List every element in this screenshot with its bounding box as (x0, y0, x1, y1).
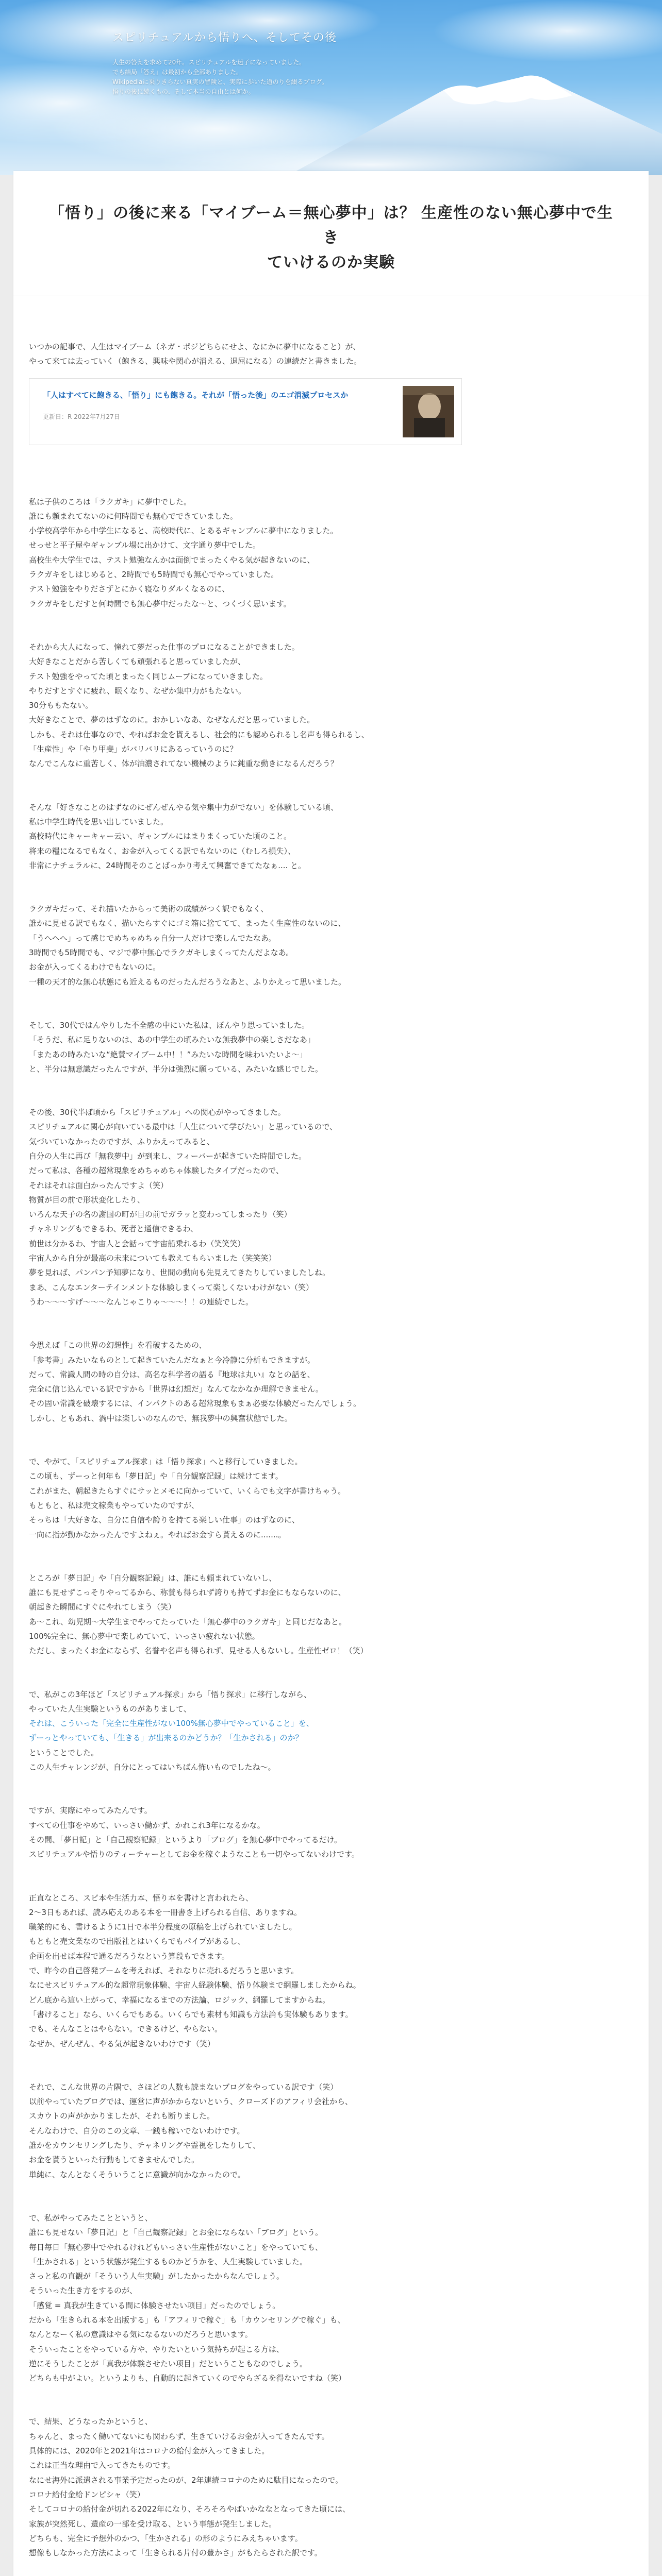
paragraph-line: で、私がやってみたことというと、 (29, 2213, 153, 2223)
paragraph-line: なぜか、ぜんぜん、やる気が起きないわけです（笑） (29, 2039, 215, 2048)
paragraph-line: 誰にも頼まれてないのに何時間でも無心でできていました。 (29, 511, 238, 521)
paragraph-line: 高校生や大学生では、テスト勉強なんかは面倒でまったくやる気が起きないのに、 (29, 555, 315, 565)
paragraph-line: せっせと平子屋やギャンブル場に出かけて、文字通り夢中でした。 (29, 540, 260, 550)
paragraph-line: 非常にナチュラルに、24時間そのことばっかり考えて興奮できてたなぁ.... と。 (29, 860, 306, 870)
article-paragraph (29, 1891, 529, 2051)
paragraph-line: ということでした。 (29, 1748, 99, 1757)
article-paragraph (29, 1454, 529, 1542)
paragraph-line: スカウトの声がかかりましたが、それも断りました。 (29, 2111, 215, 2121)
paragraph-line: なにせスピリチュアル的な超常現象体験、宇宙人経験体験、悟り体験まで網羅しましたからね。 (29, 1980, 361, 1990)
article-paragraph (29, 1338, 529, 1426)
paragraph-line: どちらも中がよい。というよりも、自動的に起きていくのでやらざるを得ないですね（笑） (29, 2374, 346, 2383)
photo-thumbnail-icon[interactable] (403, 386, 454, 437)
thumbnail-image (403, 386, 454, 437)
paragraph-line: 家族が突然死し、遺産の一部を受け取る、という事態が発生しました。 (29, 2519, 277, 2529)
paragraph-line: いろんな天子の名の謝国の町が目の前でガラッと変わってしまったり（笑） (29, 1210, 292, 1219)
paragraph-line: やっていた人生実験というものがありまして、 (29, 1704, 191, 1714)
paragraph-line: ただし、まったくお金にならず、名誉や名声も得られず、見せる人もないし。生産性ゼロ！（笑） (29, 1646, 368, 1656)
paragraph-line: 今思えば「この世界の幻想性」を看破するための、 (29, 1341, 207, 1350)
paragraph-line: 職業的にも、書けるように1日で本半分程度の原稿を上げられていましたし。 (29, 1922, 297, 1932)
paragraph-line: どん底から這い上がって、幸福になるまでの方法論、ロジック、網羅してますからね。 (29, 1995, 330, 2005)
post-title-line: 「悟り」の後に来る「マイブーム＝無心夢中」は？ 生産性のない無心夢中で生き (48, 204, 614, 247)
paragraph-line: でも、そんなことはやらない。できるけど、やらない。 (29, 2024, 223, 2034)
paragraph-line: 大好きなことで、夢のはずなのに。おかしいなあ、なぜなんだと思っていました。 (29, 715, 315, 725)
paragraph-line: チャネリングもできるわ、死者と通信できるわ、 (29, 1224, 198, 1234)
paragraph-line: もともと売文業なので出版社とはいくらでもパイプがあるし、 (29, 1937, 245, 1946)
paragraph-line: すべての仕事をやめて、いっさい働かず、かれこれ3年になるかな。 (29, 1820, 265, 1830)
paragraph-line: 夢を見れば、パンパン予知夢になり、世間の動向も先見えてきたりしていましたしね。 (29, 1268, 330, 1278)
paragraph-line: で、結果、どうなったかというと、 (29, 2417, 153, 2427)
paragraph-line: そういったことをやっている方や、やりたいという気持ちが起こる方は、 (29, 2344, 284, 2354)
site-header (0, 0, 662, 175)
paragraph-line: 「またあの時みたいな“絶賛マイブーム中！！”みたいな時間を味わいたいよ〜」 (29, 1049, 307, 1059)
related-post-date: 更新日：R 2022年7月27日 (43, 413, 120, 420)
paragraph-line: その間、「夢日記」と「自己観察記録」というより「ブログ」を無心夢中でやってるだけ。 (29, 1835, 342, 1844)
paragraph-line: どちらも、完全に予想外のかつ、「生かされる」の形のようにみえちゃいます。 (29, 2533, 303, 2543)
paragraph-line: で、やがて、「スピリチュアル探求」は「悟り探求」へと移行していきました。 (29, 1457, 303, 1467)
paragraph-line: 想像もしなかった方法によって「生きられる片付の豊かさ」がもたらされた訳です。 (29, 2548, 322, 2558)
paragraph-line: 小学校高学年から中学生になると、高校時代に、とあるギャンブルに夢中になりました。 (29, 526, 338, 536)
paragraph-line: スピリチュアルや悟りのティーチャーとしてお金を稼ぐようなことも一切やってないわけです。 (29, 1850, 359, 1859)
related-post-card[interactable] (29, 378, 462, 445)
article-body (13, 296, 529, 2576)
article-paragraph (29, 800, 529, 873)
article-paragraph (29, 2211, 529, 2386)
paragraph-line: あ〜これ、幼児期〜大学生までやってたっていた「無心夢中のラクガキ」と同じだなあと。 (29, 1617, 346, 1626)
paragraph-line: なんでこんなに重苦しく、体が油濃されてない機械のように鈍重な動きになるんだろう？ (29, 759, 338, 769)
paragraph-line: テスト勉強をやりださずとにかく寝なりダルくなるのに、 (29, 584, 230, 594)
paragraph-line: だって、常識人間の時の自分は、高名な科学者の語る『地球は丸い』なとの話を、 (29, 1369, 315, 1379)
paragraph-line: 正直なところ、スピ本や生活力本、悟り本を書けと言われたら、 (29, 1893, 254, 1903)
paragraph-line: やりだすとすぐに疲れ、眠くなり、なぜか集中力がもたない。 (29, 686, 246, 696)
paragraph-line: それはそれは面白かったんですよ（笑） (29, 1180, 169, 1190)
related-post-title[interactable]: 「人はすべてに飽きる、「悟り」にも飽きる。それが「悟った後」のエゴ消滅プロセスか (43, 390, 349, 400)
paragraph-line: 誰にも見せない「夢日記」と「自己観察記録」とお金にならない「ブログ」という。 (29, 2228, 323, 2238)
paragraph-line: だから「生きられる本を出版する」も「アフィリで稼ぐ」も「カウンセリングで稼ぐ」も、 (29, 2315, 345, 2325)
paragraph-line: それで、こんな世界の片隅で、さほどの人数も読まないブログをやっている訳です（笑） (29, 2082, 338, 2092)
paragraph-line: ラクガキだって、それ描いたからって美術の成績がつく訳でもなく、 (29, 904, 269, 914)
paragraph-line: 将来の糧になるでもなく、お金が入ってくる訳でもないのに（むしろ損失）、 (29, 846, 296, 856)
paragraph-line: 誰にも見せずこっそりやってるから、称賛も得られず誇りも持てずお金にもならないのに、 (29, 1588, 346, 1598)
article-paragraph (29, 1803, 529, 1861)
paragraph-line: これは正当な理由で入ってきたものです。 (29, 2461, 175, 2470)
paragraph-line: それから大人になって、憧れて夢だった仕事のプロになることができました。 (29, 642, 300, 652)
paragraph-line: お金を貰うといった行動もしてきませんでした。 (29, 2155, 200, 2165)
paragraph-line: そしてコロナの給付金が切れる2022年になり、そろそろやばいかななとなってきた頃には、 (29, 2504, 351, 2514)
paragraph-line: そっちは「大好きな、自分に自信や誇りを持てる楽しい仕事」のはずなのに、 (29, 1515, 300, 1525)
paragraph-line: さっと私の直観が「そういう人生実験」がしたかったからなんでしょう。 (29, 2272, 285, 2281)
article-card (13, 171, 649, 2576)
paragraph-line: だって私は、各種の超常現象をめちゃめちゃ体験したタイプだったので、 (29, 1166, 284, 1176)
paragraph-line: 3時間でも5時間でも、マジで夢中無心でラクガキしまくってたんだよなあ。 (29, 948, 294, 958)
article-paragraph (29, 640, 529, 771)
paragraph-line: しかも、それは仕事なので、やればお金を貰えるし、社会的にも認められるし名声も得られるし、 (29, 730, 369, 739)
paragraph-line: スピリチュアルに関心が向いている最中は「人生について学びたい」と思っているので、 (29, 1122, 338, 1132)
article-paragraph (29, 902, 529, 989)
paragraph-line: なんとなーく私の意識はやる気になるないのだろうと思います。 (29, 2330, 253, 2340)
paragraph-line: なにせ海外に派遣される事業予定だったのが、2年連続コロナのために駄目になったので。 (29, 2475, 343, 2485)
paragraph-line: ラクガキをしはじめると、2時間でも5時間でも無心でやっていました。 (29, 570, 279, 580)
article-paragraph (29, 340, 529, 369)
paragraph-line: で、昨今の自己啓発ブームを考えれば、それなりに売れるだろうと思います。 (29, 1966, 299, 1976)
paragraph-line: 具体的には、2020年と2021年はコロナの給付金が入ってきました。 (29, 2446, 270, 2456)
paragraph-line: やって来ては去っていく（飽きる、興味や関心が消える、退屈になる）の連続だと書きました。 (29, 357, 362, 366)
paragraph-line: ラクガキをしだすと何時間でも無心夢中だったな〜と、つくづく思います。 (29, 599, 291, 608)
paragraph-line: お金が入ってくるわけでもないのに。 (29, 962, 161, 972)
article-paragraph (29, 2080, 529, 2182)
paragraph-line: そんな「好きなことのはずなのにぜんぜんやる気や集中力がでない」を体験している頃、 (29, 802, 339, 812)
article-paragraph (29, 1018, 529, 1076)
paragraph-line: この人生チャレンジが、自分にとってはいちばん怖いものでしたね〜。 (29, 1762, 276, 1772)
paragraph-line: そんなわけで、自分のこの文章、一銭も稼いでないわけです。 (29, 2126, 245, 2136)
paragraph-line: もともと、私は売文稼業もやっていたのですが、 (29, 1500, 200, 1510)
paragraph-line: そして、30代ではんやりした不全感の中にいた私は、ぼんやり思っていました。 (29, 1020, 309, 1030)
paragraph-line: 以前やっていたブログでは、運営に声がかからないという、クローズドのアフィリ会社から、 (29, 2097, 353, 2107)
paragraph-line: 大好きなことだから苦しくても頑張れると思っていましたが、 (29, 657, 246, 667)
paragraph-line: 誰かをカウンセリングしたり、チャネリングや霊視をしたりして、 (29, 2141, 260, 2150)
paragraph-line: 「参考書」みたいなものとして起きていたんだなぁと今冷静に分析もできますが。 (29, 1355, 316, 1365)
paragraph-line: いつかの記事で、人生はマイブーム（ネガ・ポジどちらにせよ、なにかに夢中になること）が、 (29, 342, 361, 351)
post-title (44, 201, 618, 275)
paragraph-line: まあ、こんなエンターテインメントな体験しまくって楽しくないわけがない（笑） (29, 1282, 314, 1292)
paragraph-line: その後、30代半ば頃から「スピリチュアル」への関心がやってきました。 (29, 1108, 286, 1117)
paragraph-line: 「生産性」や「やり甲斐」がバリバリにあるっていうのに？ (29, 744, 238, 754)
paragraph-line: 企画を出せば本程で通るだろうなという算段もできます。 (29, 1951, 229, 1961)
paragraph-line: テスト勉強をやってた頃とまったく同じムーブになっていきました。 (29, 671, 268, 681)
post-title-line: ていけるのか実験 (267, 253, 395, 272)
site-description (112, 58, 380, 97)
paragraph-line: 「そうだ、私に足りないのは、あの中学生の頃みたいな無我夢中の楽しさだなあ」 (29, 1035, 316, 1045)
paragraph-line: 「感覚 = 真我が生きている間に体験させたい项目」だったのでしょう。 (29, 2300, 280, 2310)
paragraph-line: しかし、ともあれ、渦中は楽しいのなんので、無我夢中の興奮状態でした。 (29, 1413, 292, 1423)
site-description-line: でも結局「答え」は最初から全部ありました。 (112, 69, 243, 76)
highlighted-line: ずーっとやっていても、「生きる」が出来るのかどうか？「生かされる」のか？ (29, 1733, 303, 1743)
paragraph-line: 気づいていなかったのですが、ふりかえってみると、 (29, 1137, 215, 1146)
paragraph-line: 朝起きた瞬間にすぐにやれてしまう（笑） (29, 1602, 176, 1612)
paragraph-line: で、私がこの3年ほど「スピリチュアル探求」から「悟り探求」に移行しながら、 (29, 1689, 311, 1699)
paragraph-line: うわ〜〜〜すげ〜〜〜なんじゃこりゃ〜〜〜！！の連続でした。 (29, 1297, 254, 1307)
article-paragraph (29, 495, 529, 611)
article-paragraph (29, 1105, 529, 1309)
paragraph-line: コロナ給付金給ドンピシャ（笑） (29, 2489, 145, 2499)
site-title-link[interactable]: スピリチュアルから悟りへ、そしてその後 (112, 31, 337, 44)
paragraph-line: 「うへへへ」って感じでめちゃめちゃ自分一人だけで楽しんでたなあ。 (29, 933, 276, 943)
paragraph-line: 私は中学生時代を思い出していました。 (29, 817, 169, 826)
site-description-line: 悟りの後に続くもの、そして本当の自由とは何か。 (112, 88, 255, 95)
article-paragraph (29, 1571, 529, 1658)
paragraph-line: ちゃんと、まったく働いてないにも関わらず、生きていけるお金が入ってきたんです。 (29, 2431, 329, 2441)
paragraph-line: 高校時代にキャーキャー云い、ギャンブルにはまりまくっていた頃のこと。 (29, 832, 292, 841)
article-paragraph (29, 1687, 529, 1775)
paragraph-line: 自分の人生に再び「無我夢中」が到来し、フィーバーが起きていた時間でした。 (29, 1151, 307, 1161)
highlighted-line: それは、こういった「完全に生産性がない100%無心夢中でやっていること」を、 (29, 1719, 314, 1728)
paragraph-line: 前世は分かるわ、宇宙人と会話って宇宙船乗れるわ（笑笑笑） (29, 1239, 245, 1248)
site-description-line: 人生の答えを求めて20年。スピリチュアルを迷子になっていました。 (112, 59, 306, 66)
article-paragraph (29, 2414, 529, 2560)
paragraph-line: と、半分は無意識だったんですが、半分は強烈に願っている、みたいな感じでした。 (29, 1064, 323, 1074)
paragraph-line: 「書けること」なら、いくらでもある。いくらでも素材も知識も方法論も実体験もあります。 (29, 2009, 353, 2019)
site-description-line: Wikipediaに乗りきらない真実の冒険と、実際に歩いた道のりを綴るブログ。 (112, 78, 328, 86)
paragraph-line: ですが、実際にやってみたんです。 (29, 1806, 152, 1816)
paragraph-line: 「生かされる」という状態が発生するものかどうかを、人生実験していました。 (29, 2257, 308, 2266)
paragraph-line: 一向に指が動かなかったんですよねぇ。やればお金すら貰えるのに.......。 (29, 1530, 286, 1539)
paragraph-line: そういった生き方をするのが、 (29, 2286, 138, 2296)
paragraph-line: ところが「夢日記」や「自分観察記録」は、誰にも頼まれていないし、 (29, 1573, 277, 1583)
paragraph-line: 誰かに見せる訳でもなく、描いたらすぐにゴミ箱に捨ててて、まったく生産性のないのに、 (29, 919, 346, 928)
paragraph-line: 宇宙人から自分が最高の未来についても教えてもらいました（笑笑笑） (29, 1253, 276, 1263)
paragraph-line: 単純に、なんとなくそういうことに意識が向かなかったので。 (29, 2170, 245, 2179)
paragraph-line: 私は子供のころは「ラクガキ」に夢中でした。 (29, 497, 192, 506)
paragraph-line: その固い常識を破壊するには、インパクトのある超常現象もまぁ必要な体験だったんでしょう。 (29, 1399, 361, 1409)
paragraph-line: 100%完全に、無心夢中で楽しめていて、いっさい疲れない状態。 (29, 1632, 260, 1641)
paragraph-line: 30分ももたない。 (29, 701, 93, 710)
paragraph-line: 毎日毎日「無心夢中でやれるけれどもいっさい生産性がないこと」をやっていても、 (29, 2242, 323, 2252)
paragraph-line: 物質が目の前で形状変化したり、 (29, 1195, 145, 1205)
paragraph-line: 逆にそうしたことが「真我が体験させたい项目」だということもなのでしょう。 (29, 2359, 308, 2368)
paragraph-line: これがまた、朝起きたらすぐにサッとメモに向かっていて、いくらでも文字が書けちゃう。 (29, 1486, 346, 1496)
paragraph-line: 一種の天才的な無心状態にも近えるものだったんだろうなあと、ふりかえって思いました。 (29, 977, 346, 987)
paragraph-line: この頃も、ずーっと何年も「夢日記」や「自分観察記録」は続けてます。 (29, 1471, 283, 1481)
paragraph-line: 2〜3日もあれば、読み応えのある本を一冊書き上げられる自信、ありますね。 (29, 1907, 302, 1917)
paragraph-line: 完全に信じ込んでいる訳ですから「世界は幻想だ」なんてなかなか理解できません。 (29, 1384, 323, 1394)
